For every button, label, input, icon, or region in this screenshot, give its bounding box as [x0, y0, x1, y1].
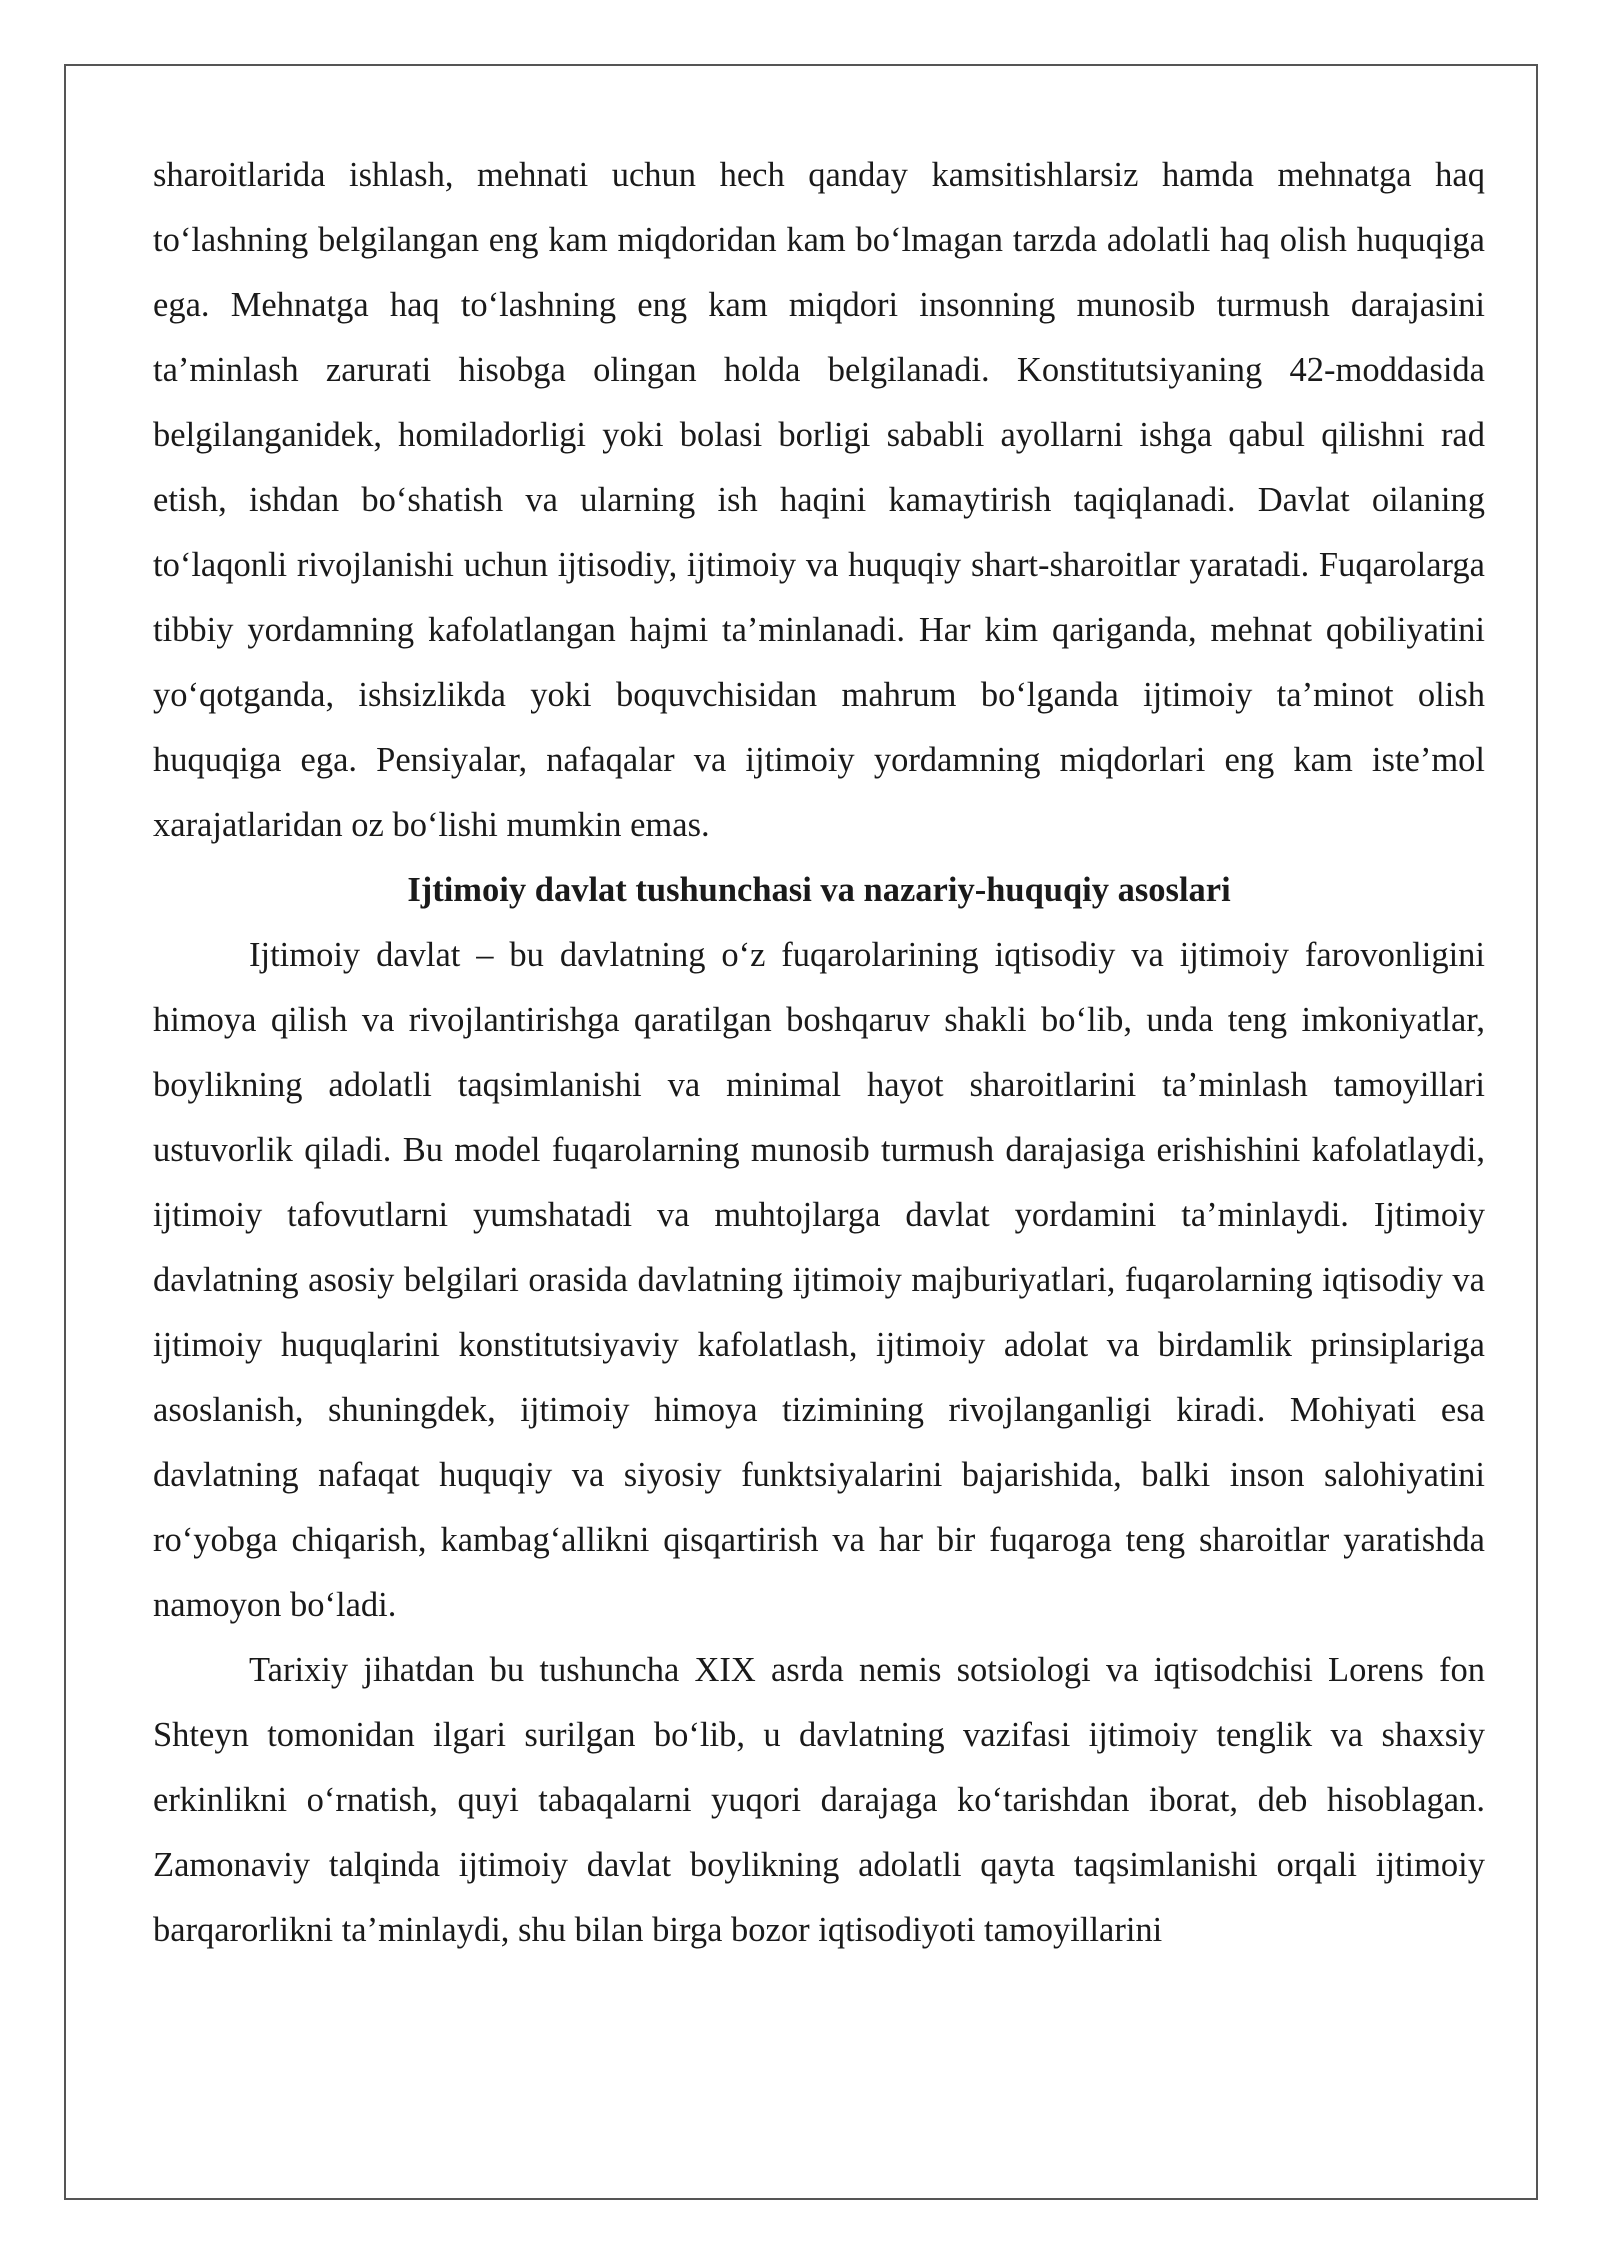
document-body — [153, 143, 1485, 1963]
paragraph-definition: Ijtimoiy davlat – bu davlatning o‘z fuqarolarining iqtisodiy va ijtimoiy farovonligini himoya qilish va rivojlantirishga qaratilgan boshqaruv shakli bo‘lib, unda teng imkoniyatlar, boylikning adolatli taqsimlanishi va minimal hayot sharoitlarini ta’minlash tamoyillari ustuvorlik qiladi. Bu model fuqarolarning munosib turmush darajasiga erishishini kafolatlaydi, ijtimoiy tafovutlarni yumshatadi va muhtojlarga davlat yordamini ta’minlaydi. Ijtimoiy davlatning asosiy belgilari orasida davlatning ijtimoiy majburiyatlari, fuqarolarning iqtisodiy va ijtimoiy huquqlarini konstitutsiyaviy kafolatlash, ijtimoiy adolat va birdamlik prinsiplariga asoslanish, shuningdek, ijtimoiy himoya tizimining rivojlanganligi kiradi. Mohiyati esa davlatning nafaqat huquqiy va siyosiy funktsiyalarini bajarishida, balki inson salohiyatini ro‘yobga chiqarish, kambag‘allikni qisqartirish va har bir fuqaroga teng sharoitlar yaratishda namoyon bo‘ladi. — [153, 936, 1485, 1624]
paragraph-history: Tarixiy jihatdan bu tushuncha XIX asrda nemis sotsiologi va iqtisodchisi Lorens fon Shteyn tomonidan ilgari surilgan bo‘lib, u davlatning vazifasi ijtimoiy tenglik va shaxsiy erkinlikni o‘rnatish, quyi tabaqalarni yuqori darajaga ko‘tarishdan iborat, deb hisoblagan. Zamonaviy talqinda ijtimoiy davlat boylikning adolatli qayta taqsimlanishi orqali ijtimoiy barqarorlikni ta’minlaydi, shu bilan birga bozor iqtisodiyoti tamoyillarini — [153, 1651, 1485, 1949]
paragraph-continuation: sharoitlarida ishlash, mehnati uchun hech qanday kamsitishlarsiz hamda mehnatga haq to‘lashning belgilangan eng kam miqdoridan kam bo‘lmagan tarzda adolatli haq olish huquqiga ega. Mehnatga haq to‘lashning eng kam miqdori insonning munosib turmush darajasini ta’minlash zarurati hisobga olingan holda belgilanadi. Konstitutsiyaning 42-moddasida belgilanganidek, homiladorligi yoki bolasi borligi sababli ayollarni ishga qabul qilishni rad etish, ishdan bo‘shatish va ularning ish haqini kamaytirish taqiqlanadi. Davlat oilaning to‘laqonli rivojlanishi uchun ijtisodiy, ijtimoiy va huquqiy shart-sharoitlar yaratadi. Fuqarolarga tibbiy yordamning kafolatlangan hajmi ta’minlanadi. Har kim qariganda, mehnat qobiliyatini yo‘qotganda, ishsizlikda yoki boquvchisidan mahrum bo‘lganda ijtimoiy ta’minot olish huquqiga ega. Pensiyalar, nafaqalar va ijtimoiy yordamning miqdorlari eng kam iste’mol xarajatlaridan oz bo‘lishi mumkin emas. — [153, 156, 1485, 844]
section-heading: Ijtimoiy davlat tushunchasi va nazariy-huquqiy asoslari — [407, 871, 1231, 909]
